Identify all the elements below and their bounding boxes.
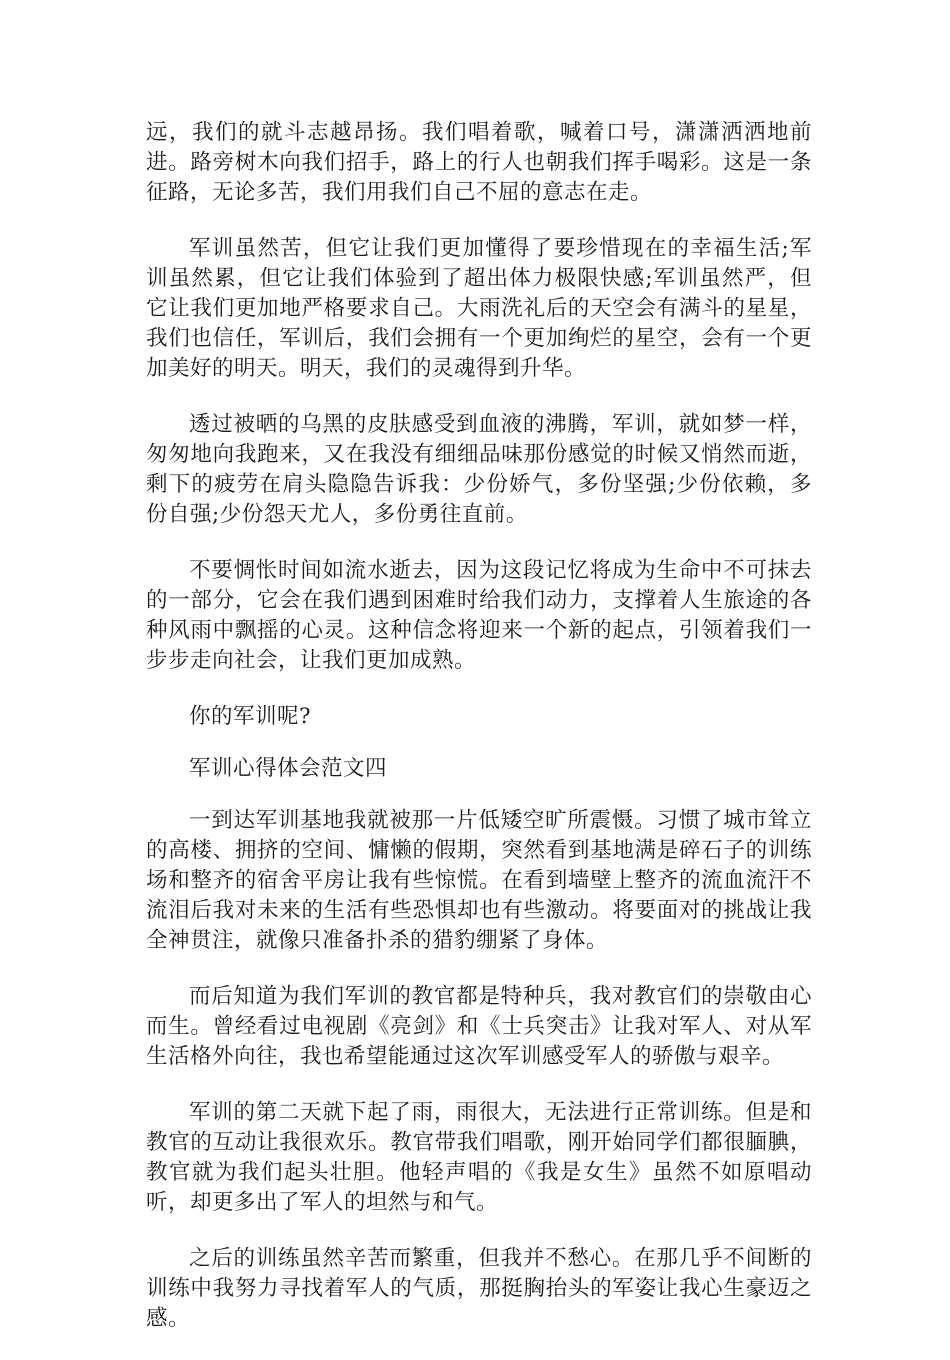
paragraph: 军训的第二天就下起了雨，雨很大，无法进行正常训练。但是和教官的互动让我很欢乐。教官带我们唱歌，刚开始同学们都很腼腆，教官就为我们起头壮胆。他轻声唱的《我是女生》虽然不如原唱动听，却更多出了军人的坦然与和气。	[146, 1100, 812, 1215]
paragraph-continuation: 远，我们的就斗志越昂扬。我们唱着歌，喊着口号，潇潇洒洒地前进。路旁树木向我们招手，路上的行人也朝我们挥手喝彩。这是一条征路，无论多苦，我们用我们自己不屈的意志在走。	[146, 120, 812, 205]
paragraph: 而后知道为我们军训的教官都是特种兵，我对教官们的崇敬由心而生。曾经看过电视剧《亮剑》和《士兵突击》让我对军人、对从军生活格外向往，我也希望能通过这次军训感受军人的骄傲与艰辛。	[146, 984, 812, 1069]
document-page	[146, 118, 812, 1360]
paragraph: 军训虽然苦，但它让我们更加懂得了要珍惜现在的幸福生活;军训虽然累，但它让我们体验到了超出体力极限快感;军训虽然严，但它让我们更加地严格要求自己。大雨洗礼后的天空会有满斗的星星，我们也信任，军训后，我们会拥有一个更加绚烂的星空，会有一个更加美好的明天。明天，我们的灵魂得到升华。	[146, 236, 812, 381]
section-heading: 军训心得体会范文四	[189, 756, 388, 781]
paragraph: 不要惆怅时间如流水逝去，因为这段记忆将成为生命中不可抹去的一部分，它会在我们遇到困难时给我们动力，支撑着人生旅途的各种风雨中飘摇的心灵。这种信念将迎来一个新的起点，引领着我们一步步走向社会，让我们更加成熟。	[146, 558, 812, 673]
paragraph: 透过被晒的乌黑的皮肤感受到血液的沸腾，军训，就如梦一样，匆匆地向我跑来，又在我没有细细品味那份感觉的时候又悄然而逝，剩下的疲劳在肩头隐隐告诉我：少份娇气，多份坚强;少份依赖，多份自强;少份怨天尤人，多份勇往直前。	[146, 412, 812, 527]
paragraph: 之后的训练虽然辛苦而繁重，但我并不愁心。在那几乎不间断的训练中我努力寻找着军人的气质，那挺胸抬头的军姿让我心生豪迈之感。	[146, 1246, 812, 1331]
question-line: 你的军训呢?	[189, 704, 312, 729]
paragraph: 一到达军训基地我就被那一片低矮空旷所震慑。习惯了城市耸立的高楼、拥挤的空间、慵懒的假期，突然看到基地满是碎石子的训练场和整齐的宿舍平房让我有些惊慌。在看到墙壁上整齐的流血流汗不流泪后我对未来的生活有些恐惧却也有些激动。将要面对的挑战让我全神贯注，就像只准备扑杀的猎豹绷紧了身体。	[146, 808, 812, 953]
